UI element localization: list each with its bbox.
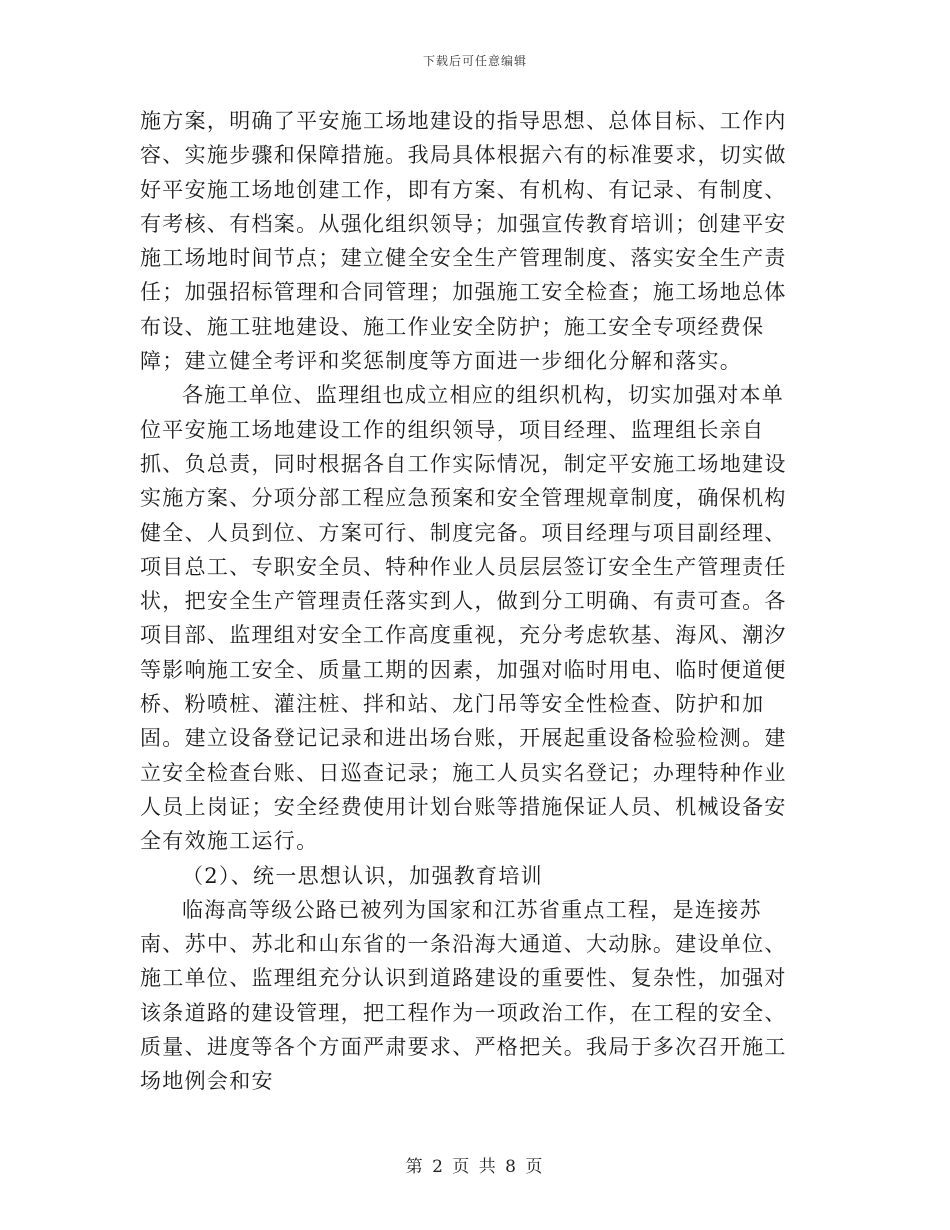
page-number: 第 2 页 共 8 页	[405, 1157, 545, 1177]
paragraph-3: 临海高等级公路已被列为国家和江苏省重点工程，是连接苏南、苏中、苏北和山东省的一条沿海大通道、大动脉。建设单位、施工单位、监理组充分认识到道路建设的重要性、复杂性，加强对该条道路的建设管理，把工程作为一项政治工作，在工程的安全、质量、进度等各个方面严肃要求、严格把关。我局于多次召开施工场地例会和安	[140, 897, 787, 1094]
paragraph-1: 施方案，明确了平安施工场地建设的指导思想、总体目标、工作内容、实施步骤和保障措施。我局具体根据六有的标准要求，切实做好平安施工场地创建工作，即有方案、有机构、有记录、有制度、有考核、有档案。从强化组织领导；加强宣传教育培训；创建平安施工场地时间节点；建立健全安全生产管理制度、落实安全生产责任；加强招标管理和合同管理；加强施工安全检查；施工场地总体布设、施工驻地建设、施工作业安全防护；施工安全专项经费保障；建立健全考评和奖惩制度等方面进一步细化分解和落实。	[140, 109, 787, 374]
section-heading: （2）、统一思想认识，加强教育培训	[182, 863, 543, 888]
paragraph-2: 各施工单位、监理组也成立相应的组织机构，切实加强对本单位平安施工场地建设工作的组织领导，项目经理、监理组长亲自抓、负总责，同时根据各自工作实际情况，制定平安施工场地建设实施方案、分项分部工程应急预案和安全管理规章制度，确保机构健全、人员到位、方案可行、制度完备。项目经理与项目副经理、项目总工、专职安全员、特种作业人员层层签订安全生产管理责任状，把安全生产管理责任落实到人，做到分工明确、有责可查。各项目部、监理组对安全工作高度重视，充分考虑软基、海风、潮汐等影响施工安全、质量工期的因素，加强对临时用电、临时便道便桥、粉喷桩、灌注桩、拌和站、龙门吊等安全性检查、防护和加固。建立设备登记记录和进出场台账，开展起重设备检验检测。建立安全检查台账、日巡查记录；施工人员实名登记；办理特种作业人员上岗证；安全经费使用计划台账等措施保证人员、机械设备安全有效施工运行。	[140, 383, 787, 854]
document-body	[140, 104, 800, 1099]
page-header-note: 下载后可任意编辑	[422, 54, 527, 68]
